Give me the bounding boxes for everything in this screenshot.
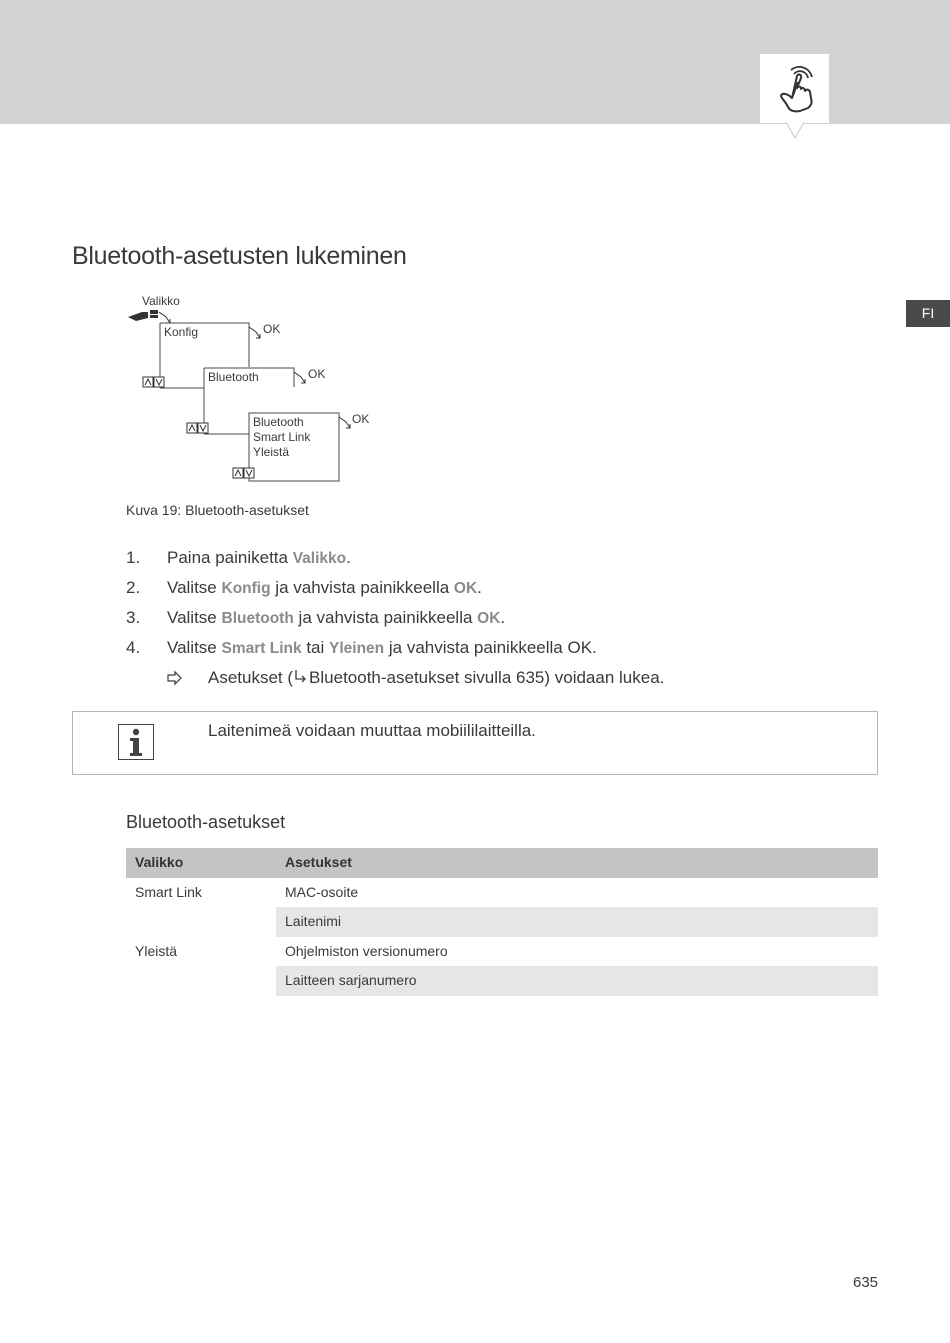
table-row — [126, 937, 878, 967]
step-text-part: ja vahvista painikkeella — [293, 608, 478, 627]
diagram-lines — [126, 290, 386, 490]
language-tab: FI — [906, 300, 950, 327]
step-number: 1. — [126, 548, 141, 567]
step-text-part: . — [346, 548, 351, 567]
info-icon — [118, 724, 154, 765]
step-text-part: Valitse — [167, 608, 222, 627]
result-text — [208, 666, 664, 690]
step-text — [167, 606, 505, 631]
step-number: 4. — [126, 638, 141, 657]
step-text-part: . — [500, 608, 506, 627]
section-title: Bluetooth-asetusten lukeminen — [72, 242, 407, 270]
step-list — [126, 546, 886, 696]
ui-element-name: Smart Link — [221, 640, 302, 657]
note-box — [72, 711, 878, 775]
result-text-part: ) voidaan lukea. — [544, 668, 665, 687]
step-number: 2. — [126, 578, 141, 597]
table-header-cell: Valikko — [135, 854, 184, 870]
table-cell: Laitteen sarjanumero — [276, 966, 878, 996]
note-text: Laitenimeä voidaan muuttaa mobiililaitteilla. — [208, 721, 536, 740]
ui-element-name: Yleinen — [329, 640, 385, 657]
diagram-level1-label: Konfig — [164, 325, 199, 339]
step-text — [167, 546, 351, 571]
result-item — [126, 666, 886, 696]
tab-pointer — [786, 122, 804, 140]
step-text-part: Valitse — [167, 578, 222, 597]
ui-element-name: Bluetooth — [221, 610, 294, 627]
table-header-row — [126, 848, 878, 878]
ui-element-name: OK — [453, 580, 478, 597]
settings-table — [126, 848, 878, 996]
ui-element-name: Konfig — [221, 580, 271, 597]
step-number: 3. — [126, 608, 141, 627]
page-number: 635 — [853, 1274, 879, 1291]
diagram-level3-item: Bluetooth — [253, 415, 304, 429]
table-cell: Ohjelmiston versionumero — [285, 942, 448, 959]
step-text — [167, 636, 597, 661]
step-item — [126, 606, 886, 636]
table-row — [126, 878, 878, 908]
diagram-ok-label: OK — [352, 412, 370, 426]
chapter-tab — [760, 54, 829, 123]
diagram-level3-item: Smart Link — [253, 430, 311, 444]
step-item — [126, 576, 886, 606]
touch-hand-icon — [772, 62, 818, 114]
menu-hand-icon — [128, 310, 158, 321]
step-item — [126, 546, 886, 576]
figure-caption: Kuva 19: Bluetooth-asetukset — [126, 502, 309, 518]
cross-reference-icon — [293, 668, 309, 687]
step-text-part: ja vahvista painikkeella OK. — [384, 638, 597, 657]
table-title: Bluetooth-asetukset — [126, 812, 286, 832]
diagram-level2-label: Bluetooth — [208, 370, 259, 384]
table-cell: MAC-osoite — [285, 883, 359, 900]
diagram-ok-label: OK — [308, 367, 326, 381]
step-text-part: Paina painiketta — [167, 548, 293, 567]
arrow-buttons — [143, 377, 254, 478]
table-cell: Yleistä — [135, 942, 178, 959]
result-arrow-icon — [167, 666, 183, 697]
cross-reference-link[interactable]: Bluetooth-asetukset sivulla 635 — [309, 668, 545, 687]
diagram-level3-item: Yleistä — [253, 445, 290, 459]
table-cell: Smart Link — [135, 883, 202, 900]
result-text-part: Asetukset ( — [208, 668, 294, 687]
diagram-menu-label: Valikko — [142, 294, 180, 308]
table-row — [126, 966, 878, 996]
step-item — [126, 636, 886, 666]
table-cell: Laitenimi — [276, 907, 878, 937]
step-text-part: ja vahvista painikkeella — [270, 578, 454, 597]
step-text-part: . — [477, 578, 482, 597]
ui-element-name: OK — [477, 610, 501, 627]
step-text — [167, 576, 482, 601]
table-header-cell: Asetukset — [285, 854, 352, 870]
ui-element-name: Valikko — [292, 550, 347, 567]
table-row — [126, 907, 878, 937]
diagram-ok-label: OK — [263, 322, 281, 336]
step-text-part: Valitse — [167, 638, 222, 657]
step-text-part: tai — [301, 638, 330, 657]
